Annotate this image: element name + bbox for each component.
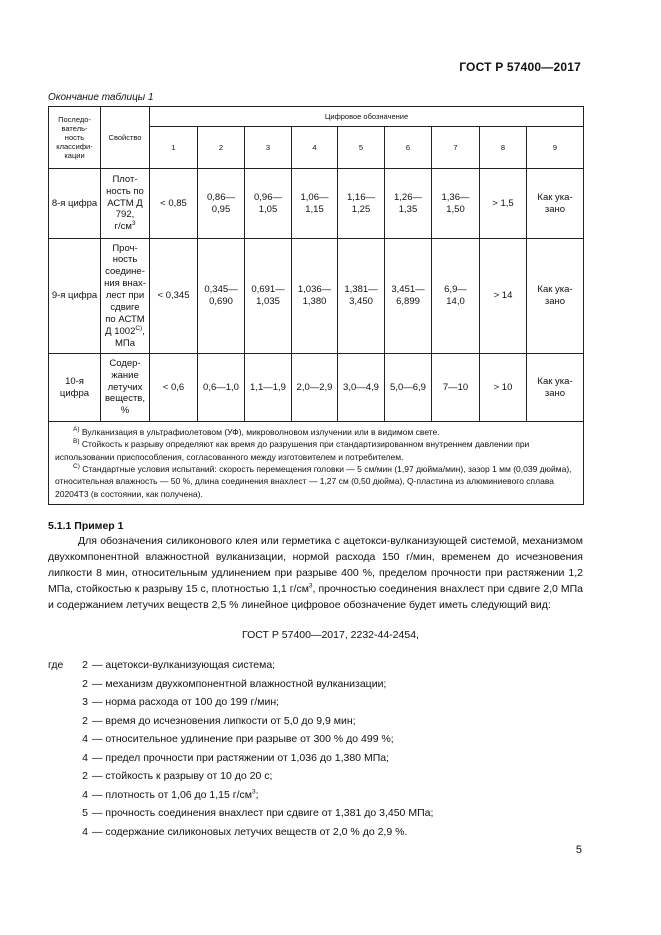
row-property-cell: Содер- жание летучих веществ, % [101,354,150,422]
legend-text: — относительное удлинение при разрыве от 300 % до 499 %; [92,733,394,745]
value-cell: 0,86— 0,95 [198,169,245,239]
legend-text: — время до исчезновения липкости от 5,0 до 9,9 мин; [92,714,356,727]
legend-digit: 2 [82,770,88,782]
digit-col-header: 5 [338,127,385,169]
document-header: ГОСТ Р 57400—2017 [459,60,581,74]
note-text: Стойкость к разрыву определяют как время до разрушения при стандартизированном внутреннем давлении при использовании приспособления, согласованного между изготовителем и потребителем. [55,439,530,462]
value-cell: 2,0—2,9 [292,354,338,422]
table-notes-row [49,422,584,505]
designation-example: ГОСТ Р 57400—2017, 2232-44-2454, [242,629,419,641]
col-property-header: Свойство [101,107,150,169]
legend-row [48,715,583,731]
digit-col-header: 1 [150,127,198,169]
table-caption: Окончание таблицы 1 [48,92,154,103]
value-cell: > 14 [480,239,527,354]
row-position-cell: 9-я цифра [49,239,101,354]
value-cell: Как ука- зано [527,169,584,239]
legend-digit: 3 [82,696,88,708]
table-notes [49,422,584,505]
digit-col-header: 8 [480,127,527,169]
digit-col-header: 9 [527,127,584,169]
digit-col-header: 3 [245,127,292,169]
legend-digit: 4 [82,751,88,764]
legend-row [48,770,583,786]
legend-text: — прочность соединения внахлест при сдвиге от 1,381 до 3,450 МПа; [92,807,434,819]
legend-text: — плотность от 1,06 до 1,15 $г/см^3$; [92,788,259,801]
note-mark: А) [73,426,80,434]
digit-col-header: 6 [385,127,432,169]
legend-digit: 4 [82,733,88,745]
legend-digit: 2 [82,677,88,690]
value-cell: < 0,6 [150,354,198,422]
value-cell: 1,26— 1,35 [385,169,432,239]
legend-row [48,678,583,694]
row-position-cell: 10-я цифра [49,354,101,422]
digit-col-header: 7 [432,127,480,169]
value-cell: 1,1—1,9 [245,354,292,422]
value-cell: 5,0—6,9 [385,354,432,422]
legend-text: — ацетокси-вулканизующая система; [92,659,276,671]
section-title: 5.1.1 Пример 1 [48,520,124,532]
legend-digit: 4 [82,825,88,838]
table-row [49,354,584,422]
example-paragraph: Для обозначения силиконового клея или герметика с ацетокси-вулканизующей системой, механизмом двухкомпонентной влажностной вулканизации, нормой расхода 150 г/мин, временем до исчезновения липкости 8 мин, относительным удлинением при разрыве 400 %, пределом прочности при растяжении 1,2 МПа, стойкостью к разрыву 15 с, плотностью 1,1 $г/см^3$, прочностью соединения внахлест при сдвиге 2,0 МПа и содержанием летучих веществ 2,5 % линейное цифровое обозначение будет иметь следующий вид: [48,535,584,611]
note-mark: В) [73,438,80,446]
legend-text: — механизм двухкомпонентной влажностной вулканизации; [92,677,387,690]
row-position-cell: 8-я цифра [49,169,101,239]
legend-digit: 4 [82,788,88,801]
value-cell: > 1,5 [480,169,527,239]
value-cell: 7—10 [432,354,480,422]
value-cell: 1,06— 1,15 [292,169,338,239]
value-cell: 1,36— 1,50 [432,169,480,239]
legend-row [48,696,583,712]
legend-digit: 2 [82,714,88,727]
row-property-cell: Проч- ность соедине- ния внах- лест при сдвиге по АСТМ Д $1002^{С)}$, МПа [101,239,150,354]
legend-row [48,733,583,749]
note-mark: С) [73,463,80,471]
value-cell: 3,451— 6,899 [385,239,432,354]
value-cell: 0,345— 0,690 [198,239,245,354]
digit-col-header: 2 [198,127,245,169]
value-cell: 0,691— 1,035 [245,239,292,354]
table-note [55,426,577,438]
value-cell: 1,036— 1,380 [292,239,338,354]
legend-row [48,789,583,805]
value-cell: 1,381— 3,450 [338,239,385,354]
value-cell: < 0,345 [150,239,198,354]
page-number: 5 [575,844,582,856]
where-label: где [48,659,64,671]
value-cell: > 10 [480,354,527,422]
col-position-header: Последо- ватель- ность классифи- кации [49,107,101,169]
row-property-cell: Плот- ность по АСТМ Д 792, $г/см^3$ [101,169,150,239]
legend-text: — содержание силиконовых летучих веществ от 2,0 % до 2,9 %. [92,825,408,838]
legend-row [48,659,583,675]
legend-row [48,752,583,768]
table-note [55,463,577,500]
digit-col-header: 4 [292,127,338,169]
table-note [55,438,577,463]
designation-legend [48,659,583,844]
value-cell: 6,9— 14,0 [432,239,480,354]
table-row [49,239,584,354]
value-cell: 3,0—4,9 [338,354,385,422]
legend-text: — стойкость к разрыву от 10 до 20 с; [92,770,273,782]
legend-digit: 2 [82,659,88,671]
value-cell: Как ука- зано [527,354,584,422]
table-row [49,169,584,239]
digital-designation-header: Цифровое обозначение [150,107,584,127]
classification-table [48,106,584,505]
legend-digit: 5 [82,807,88,819]
value-cell: 1,16— 1,25 [338,169,385,239]
value-cell: 0,96— 1,05 [245,169,292,239]
legend-text: — норма расхода от 100 до 199 г/мин; [92,696,280,708]
note-text: Вулканизация в ультрафиолетовом (УФ), микроволновом излучении или в видимом свете. [79,427,440,437]
legend-row [48,807,583,823]
note-text: Стандартные условия испытаний: скорость перемещения головки — 5 см/мин (1,97 дюйма/мин), зазор 1 мм (0,039 дюйма), относительная влажность — 50 %, длина соединения внахлест — 1,27 см (0,50 дюйма), Q-пластина из алюминиевого сплава 20204Т3 (в состоянии, как получена). [55,463,572,499]
value-cell: < 0,85 [150,169,198,239]
legend-row [48,826,583,842]
value-cell: Как ука- зано [527,239,584,354]
value-cell: 0,6—1,0 [198,354,245,422]
legend-text: — предел прочности при растяжении от 1,036 до 1,380 МПа; [92,751,389,764]
